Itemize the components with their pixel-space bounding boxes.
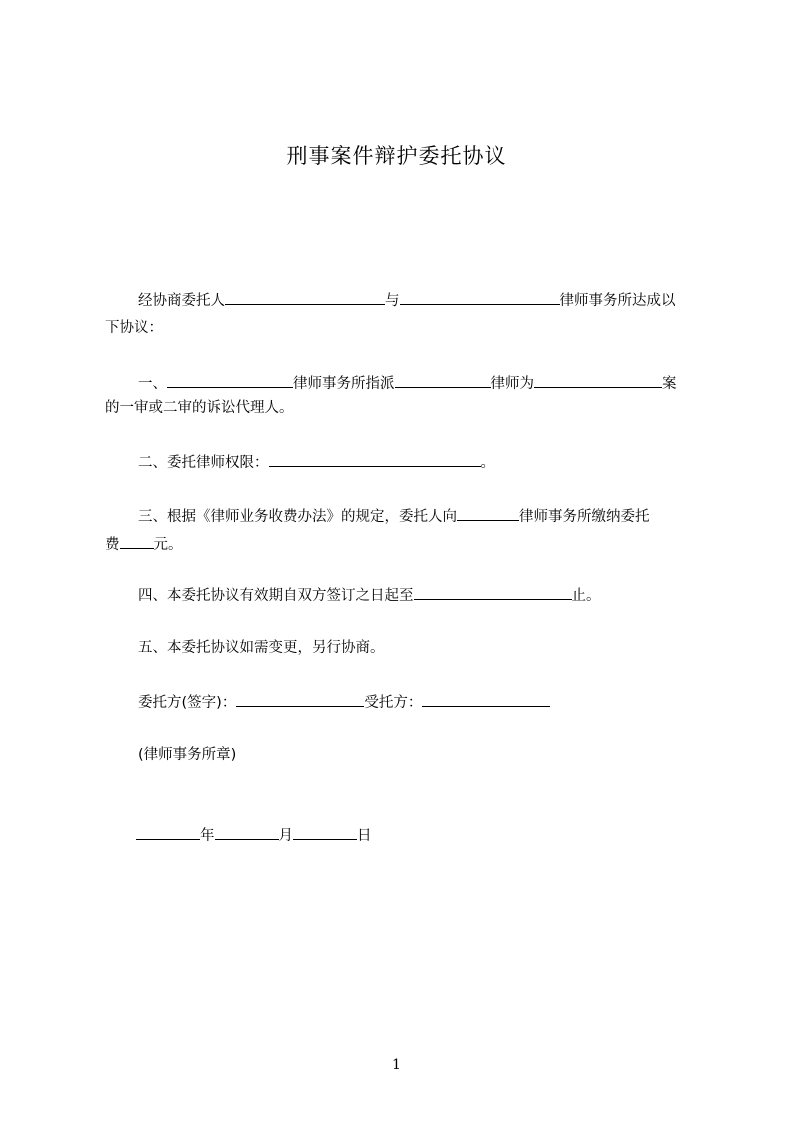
clause-3-text-4: 元。 — [153, 537, 183, 553]
clause-1-text-1: 一、 — [138, 376, 167, 392]
clause-4-line — [138, 584, 601, 606]
clause-1-text-3: 律师为 — [490, 376, 534, 392]
clause-1-line-2: 的一审或二审的诉讼代理人。 — [105, 400, 294, 416]
agent-signature-label: 受托方： — [364, 695, 423, 711]
client-signature-blank[interactable] — [236, 691, 364, 707]
intro-text-2: 与 — [385, 293, 400, 309]
clause-4-date-blank[interactable] — [414, 584, 572, 600]
clause-3-fee-blank[interactable] — [120, 533, 154, 549]
day-blank[interactable] — [293, 824, 357, 840]
intro-text-3: 律师事务所达成以 — [559, 293, 676, 309]
clause-4-text-2: 止。 — [571, 588, 601, 604]
client-name-blank[interactable] — [225, 289, 385, 305]
clause-2-text-1: 二、委托律师权限： — [138, 455, 269, 471]
clause-3-firm-blank[interactable] — [457, 505, 519, 521]
clause-1-case-blank[interactable] — [534, 372, 662, 388]
clause-5-line: 五、本委托协议如需变更，另行协商。 — [138, 640, 385, 656]
clause-1-firm-blank[interactable] — [167, 372, 293, 388]
year-blank[interactable] — [136, 824, 200, 840]
clause-3-line-1 — [138, 505, 650, 527]
intro-line-1 — [138, 289, 676, 311]
page-number: 1 — [392, 1057, 401, 1073]
clause-4-text-1: 四、本委托协议有效期自双方签订之日起至 — [138, 588, 414, 604]
law-firm-blank[interactable] — [400, 289, 560, 305]
clause-3-line-2 — [105, 533, 183, 555]
clause-3-text-3: 费 — [105, 537, 120, 553]
clause-3-text-2: 律师事务所缴纳委托 — [519, 509, 650, 525]
client-signature-label: 委托方(签字)： — [138, 695, 237, 711]
document-title: 刑事案件辩护委托协议 — [286, 144, 507, 168]
agent-signature-blank[interactable] — [422, 691, 550, 707]
clause-3-text-1: 三、根据《律师业务收费办法》的规定，委托人向 — [138, 509, 457, 525]
intro-text-1: 经协商委托人 — [138, 293, 225, 309]
clause-2-text-2: 。 — [480, 455, 495, 471]
clause-1-lawyer-blank[interactable] — [395, 372, 491, 388]
month-label: 月 — [278, 828, 293, 844]
clause-2-line — [138, 451, 495, 473]
year-label: 年 — [200, 828, 215, 844]
signature-line — [138, 691, 550, 713]
clause-2-authority-blank[interactable] — [269, 451, 481, 467]
day-label: 日 — [357, 828, 372, 844]
date-line — [136, 824, 372, 846]
law-firm-seal-label: (律师事务所章) — [138, 747, 237, 763]
month-blank[interactable] — [215, 824, 279, 840]
clause-1-line-1 — [138, 372, 677, 394]
clause-1-text-4: 案 — [662, 376, 677, 392]
clause-1-text-2: 律师事务所指派 — [293, 376, 395, 392]
intro-line-2: 下协议： — [105, 320, 163, 336]
